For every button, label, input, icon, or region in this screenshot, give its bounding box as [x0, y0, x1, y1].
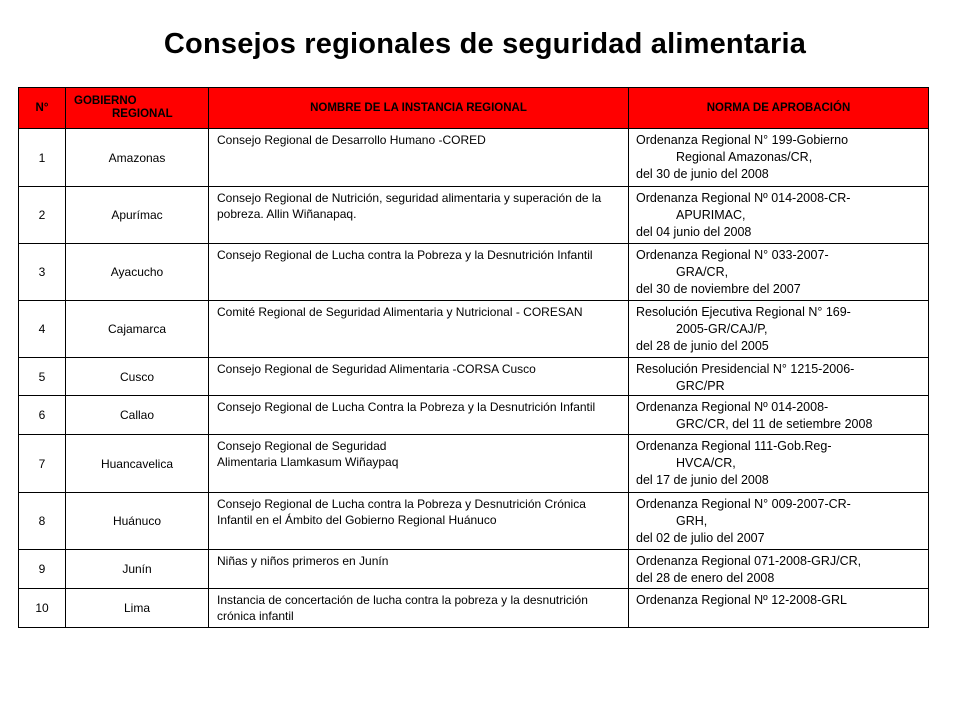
row-norma-line-a: Ordenanza Regional 071-2008-GRJ/CR, [636, 554, 862, 568]
row-norma-line-b: GRH, [676, 514, 708, 528]
table-row [19, 435, 929, 493]
row-norma-line-b: GRC/CR, del 11 de setiembre 2008 [676, 417, 873, 431]
table-row [19, 129, 929, 187]
table-row [19, 244, 929, 301]
row-gobierno: Lima [66, 589, 209, 628]
row-norma-line-a: Ordenanza Regional N° 199-Gobierno [636, 133, 849, 147]
row-norma-line-b: GRA/CR, [676, 265, 729, 279]
header-gobierno [66, 88, 209, 129]
row-instancia: Consejo Regional de Nutrición, seguridad alimentaria y superación de la pobreza. Allin Wiñanapaq. [217, 191, 602, 221]
table-row [19, 301, 929, 358]
row-instancia-cell [209, 187, 629, 244]
row-gobierno: Huánuco [66, 493, 209, 550]
row-norma-line-c: del 04 junio del 2008 [636, 225, 752, 239]
row-gobierno: Junín [66, 550, 209, 589]
row-norma-line-c: del 30 de noviembre del 2007 [636, 282, 801, 296]
row-norma [629, 493, 928, 547]
row-number: 2 [19, 187, 66, 244]
row-norma-line-b: APURIMAC, [676, 208, 746, 222]
row-instancia-cell [209, 358, 629, 396]
row-norma-line-b: Regional Amazonas/CR, [676, 150, 813, 164]
row-number: 6 [19, 396, 66, 435]
table-header-row [19, 88, 929, 129]
row-instancia: Consejo Regional de Lucha contra la Pobreza y la Desnutrición Infantil [217, 248, 593, 262]
row-norma [629, 550, 928, 587]
row-gobierno: Ayacucho [66, 244, 209, 301]
row-norma-line-a: Ordenanza Regional 111-Gob.Reg- [636, 439, 832, 453]
row-number: 10 [19, 589, 66, 628]
table-row [19, 493, 929, 550]
page-title: Consejos regionales de seguridad alimentaria [163, 28, 807, 60]
row-norma-line-b: 2005-GR/CAJ/P, [676, 322, 768, 336]
row-instancia: Consejo Regional de Lucha contra la Pobreza y Desnutrición Crónica Infantil en el Ámbito del Gobierno Regional Huánuco [217, 497, 586, 527]
row-norma-cell [629, 550, 929, 589]
row-number: 7 [19, 435, 66, 493]
row-instancia-cell [209, 435, 629, 493]
row-number: 4 [19, 301, 66, 358]
row-gobierno: Amazonas [66, 129, 209, 187]
row-norma-line-b: HVCA/CR, [676, 456, 736, 470]
header-instancia: NOMBRE DE LA INSTANCIA REGIONAL [209, 88, 629, 129]
header-gobierno-line1: GOBIERNO [74, 95, 137, 107]
row-norma-line-c: del 28 de junio del 2005 [636, 339, 769, 353]
row-gobierno: Cusco [66, 358, 209, 396]
table-row [19, 589, 929, 628]
councils-table [18, 87, 929, 628]
row-norma-cell [629, 396, 929, 435]
row-instancia: Comité Regional de Seguridad Alimentaria y Nutricional - CORESAN [217, 305, 583, 319]
row-instancia: Consejo Regional de Lucha Contra la Pobreza y la Desnutrición Infantil [217, 400, 596, 414]
row-gobierno: Cajamarca [66, 301, 209, 358]
row-number: 1 [19, 129, 66, 187]
row-norma [629, 589, 928, 609]
row-norma-line-b: GRC/PR [676, 379, 725, 393]
row-instancia-cell [209, 589, 629, 628]
row-instancia: Niñas y niños primeros en Junín [217, 554, 389, 568]
row-norma [629, 435, 928, 489]
row-norma-line-a: Resolución Ejecutiva Regional N° 169- [636, 305, 851, 319]
row-norma-cell [629, 435, 929, 493]
row-norma-line-c: del 30 de junio del 2008 [636, 167, 769, 181]
row-norma [629, 129, 928, 183]
row-norma-cell [629, 244, 929, 301]
row-norma [629, 396, 928, 433]
header-norma: NORMA DE APROBACIÓN [629, 88, 929, 129]
row-norma-line-c: del 17 de junio del 2008 [636, 473, 769, 487]
table-row [19, 550, 929, 589]
row-gobierno: Apurímac [66, 187, 209, 244]
row-instancia-cell [209, 493, 629, 550]
row-instancia: Instancia de concertación de lucha contra la pobreza y la desnutrición crónica infantil [217, 593, 588, 623]
row-norma-cell [629, 301, 929, 358]
row-norma-line-a: Ordenanza Regional Nº 12-2008-GRL [636, 593, 847, 607]
row-gobierno: Callao [66, 396, 209, 435]
row-norma-line-c: del 02 de julio del 2007 [636, 531, 765, 545]
row-instancia: Consejo Regional de Desarrollo Humano -CORED [217, 133, 486, 147]
row-norma [629, 301, 928, 355]
row-instancia-cell [209, 396, 629, 435]
row-norma [629, 358, 928, 395]
row-norma-cell [629, 187, 929, 244]
header-gobierno-line2: REGIONAL [112, 108, 173, 120]
row-norma-cell [629, 358, 929, 396]
row-norma-cell [629, 589, 929, 628]
row-norma-line-a: Ordenanza Regional N° 009-2007-CR- [636, 497, 851, 511]
row-norma-line-a: Ordenanza Regional N° 033-2007- [636, 248, 829, 262]
row-norma [629, 187, 928, 241]
row-instancia-cell [209, 550, 629, 589]
row-norma-cell [629, 493, 929, 550]
row-norma-cell [629, 129, 929, 187]
row-norma-line-a: Ordenanza Regional Nº 014-2008- [636, 400, 829, 414]
row-norma-line-a: Resolución Presidencial N° 1215-2006- [636, 362, 855, 376]
row-instancia-cell [209, 244, 629, 301]
row-norma-line-c: del 28 de enero del 2008 [636, 571, 775, 585]
row-gobierno: Huancavelica [66, 435, 209, 493]
row-number: 5 [19, 358, 66, 396]
table-row [19, 187, 929, 244]
header-num: N° [19, 88, 66, 129]
row-norma-line-a: Ordenanza Regional Nº 014-2008-CR- [636, 191, 851, 205]
row-number: 9 [19, 550, 66, 589]
table-row [19, 358, 929, 396]
table-row [19, 396, 929, 435]
row-instancia-cell [209, 301, 629, 358]
row-number: 8 [19, 493, 66, 550]
row-instancia: Consejo Regional de Seguridad Alimentaria Llamkasum Wiñaypaq [217, 439, 399, 469]
row-instancia: Consejo Regional de Seguridad Alimentaria -CORSA Cusco [217, 362, 536, 376]
row-instancia-cell [209, 129, 629, 187]
row-number: 3 [19, 244, 66, 301]
row-norma [629, 244, 928, 298]
